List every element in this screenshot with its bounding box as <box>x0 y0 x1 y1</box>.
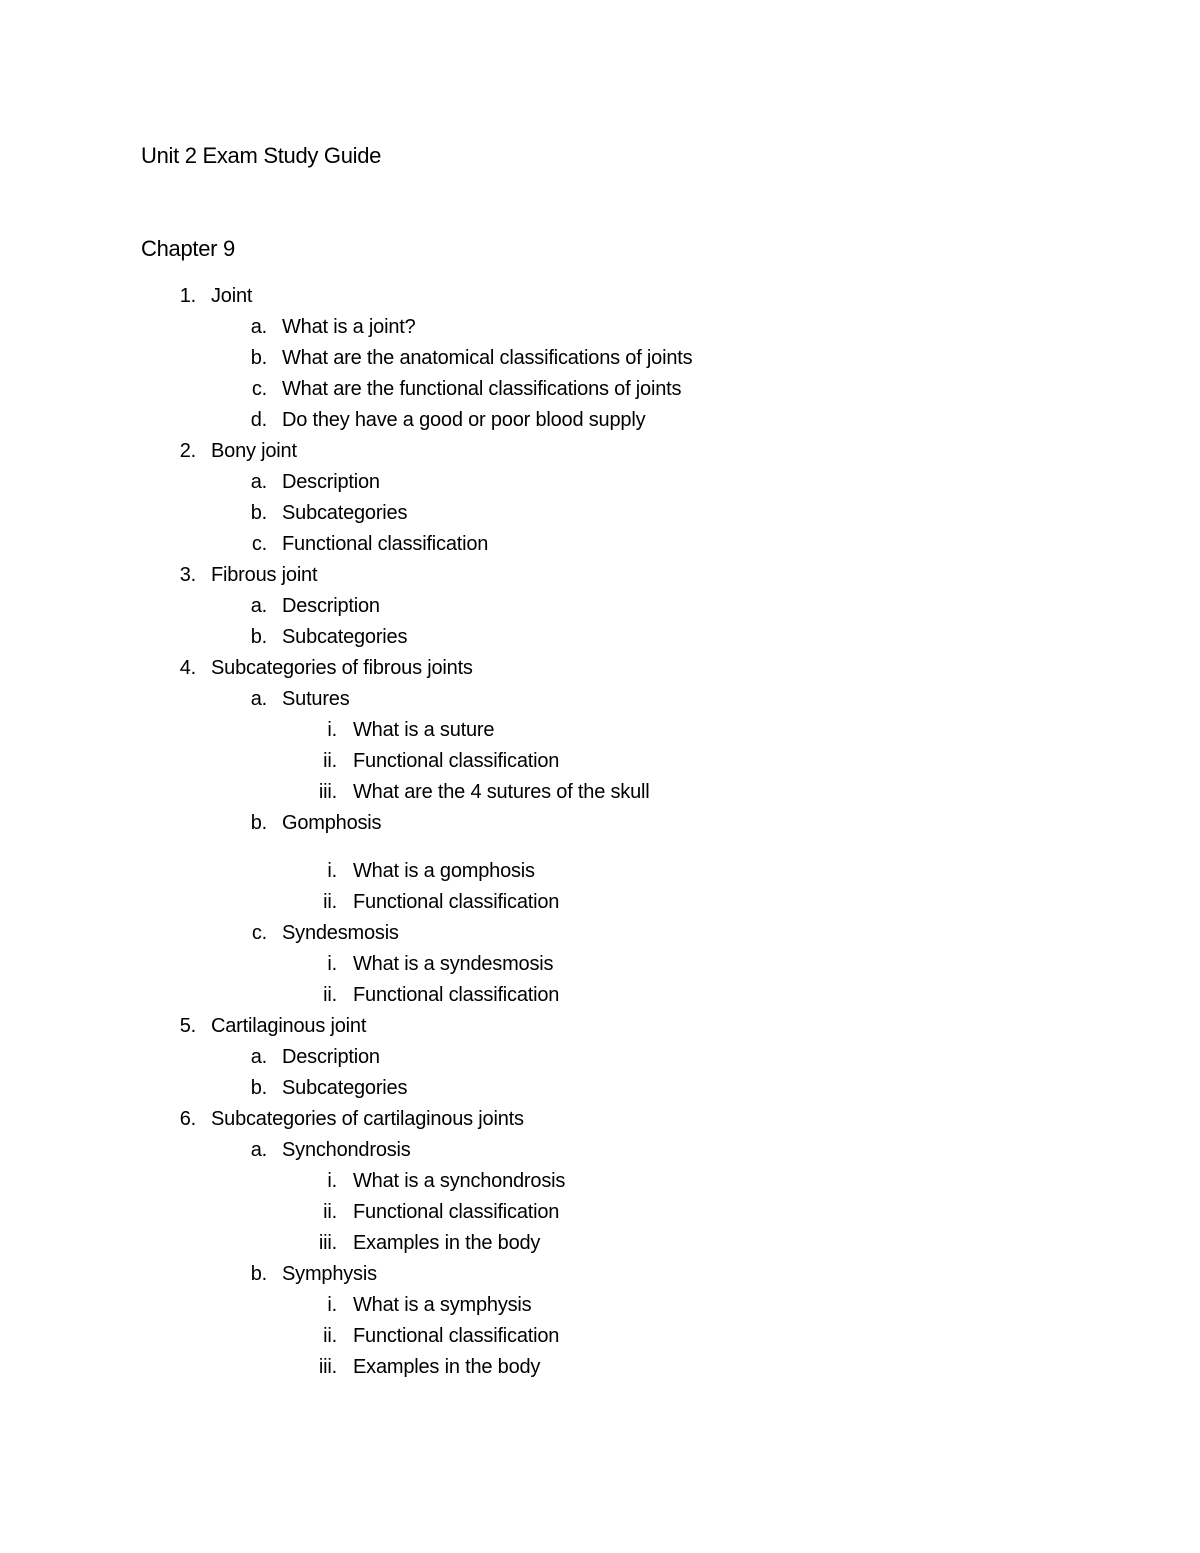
list-marker: c. <box>251 533 267 555</box>
outline-item <box>0 560 1200 591</box>
list-marker: d. <box>250 409 267 431</box>
outline-item-text: Sutures <box>282 688 350 710</box>
list-marker: 3. <box>179 564 196 586</box>
list-marker: ii. <box>323 891 337 913</box>
outline-item <box>0 622 1200 653</box>
outline-item <box>0 777 1200 808</box>
outline-item-text: Functional classification <box>282 533 489 555</box>
outline-item-text: Syndesmosis <box>282 922 399 944</box>
list-marker: iii. <box>318 1356 337 1378</box>
outline-item <box>0 1104 1200 1135</box>
list-marker: 2. <box>179 440 196 462</box>
outline-item-text: What is a synchondrosis <box>353 1170 566 1192</box>
outline-item-text: Description <box>282 471 380 493</box>
list-marker: iii. <box>318 1232 337 1254</box>
outline-item <box>0 918 1200 949</box>
outline-item-text: What is a suture <box>353 719 495 741</box>
outline-item-text: Cartilaginous joint <box>211 1015 367 1037</box>
outline-item <box>0 980 1200 1011</box>
list-marker: 5. <box>179 1015 196 1037</box>
list-marker: a. <box>250 1046 267 1068</box>
outline-item <box>0 949 1200 980</box>
outline-item-text: Gomphosis <box>282 812 382 834</box>
outline-item-text: Subcategories of fibrous joints <box>211 657 473 679</box>
list-marker: c. <box>251 922 267 944</box>
list-marker: b. <box>250 347 267 369</box>
outline-item-text: What is a gomphosis <box>353 860 535 882</box>
outline-item-text: Subcategories <box>282 626 408 648</box>
outline-item-text: What is a joint? <box>282 316 416 338</box>
outline-item <box>0 1197 1200 1228</box>
outline-item <box>0 1321 1200 1352</box>
outline-item-text: Bony joint <box>211 440 297 462</box>
list-marker: b. <box>250 1077 267 1099</box>
list-marker: c. <box>251 378 267 400</box>
outline-item-text: Functional classification <box>353 891 560 913</box>
chapter-heading: Chapter 9 <box>141 236 235 261</box>
outline-item-text: Functional classification <box>353 750 560 772</box>
list-marker: ii. <box>323 750 337 772</box>
list-marker: 6. <box>179 1108 196 1130</box>
outline-item <box>0 312 1200 343</box>
outline-item-text: Examples in the body <box>353 1232 541 1254</box>
outline-item <box>0 343 1200 374</box>
outline-item-text: Fibrous joint <box>211 564 318 586</box>
outline-item-text: Description <box>282 1046 380 1068</box>
list-marker: b. <box>250 812 267 834</box>
outline-item <box>0 498 1200 529</box>
outline-item-text: What are the 4 sutures of the skull <box>353 781 650 803</box>
outline-item-text: Symphysis <box>282 1263 377 1285</box>
outline-item-text: Functional classification <box>353 1325 560 1347</box>
outline-item-text: What is a symphysis <box>353 1294 532 1316</box>
outline-item <box>0 715 1200 746</box>
list-marker: a. <box>250 1139 267 1161</box>
outline-item-text: Description <box>282 595 380 617</box>
list-marker: b. <box>250 502 267 524</box>
outline-item <box>0 1166 1200 1197</box>
outline-item <box>0 1135 1200 1166</box>
outline-item-text: Synchondrosis <box>282 1139 411 1161</box>
outline-item-text: Examples in the body <box>353 1356 541 1378</box>
list-marker: i. <box>327 1170 337 1192</box>
outline-item-text: What are the anatomical classifications of joints <box>282 347 693 369</box>
list-marker: a. <box>250 595 267 617</box>
list-marker: b. <box>250 1263 267 1285</box>
outline-item <box>0 684 1200 715</box>
outline-item <box>0 374 1200 405</box>
outline-item <box>0 1073 1200 1104</box>
outline-item <box>0 887 1200 918</box>
list-marker: i. <box>327 1294 337 1316</box>
document-title: Unit 2 Exam Study Guide <box>141 143 382 168</box>
outline-item-text: Subcategories of cartilaginous joints <box>211 1108 524 1130</box>
list-marker: a. <box>250 688 267 710</box>
outline-item <box>0 529 1200 560</box>
list-marker: ii. <box>323 984 337 1006</box>
list-marker: b. <box>250 626 267 648</box>
outline-item <box>0 1042 1200 1073</box>
outline-item <box>0 1011 1200 1042</box>
outline-item <box>0 1352 1200 1383</box>
study-outline <box>0 281 1200 1383</box>
outline-item-text: What is a syndesmosis <box>353 953 554 975</box>
outline-item-text: Joint <box>211 285 253 307</box>
list-marker: a. <box>250 471 267 493</box>
list-marker: a. <box>250 316 267 338</box>
outline-item <box>0 436 1200 467</box>
outline-item <box>0 1228 1200 1259</box>
outline-item-text: Functional classification <box>353 1201 560 1223</box>
outline-item <box>0 591 1200 622</box>
outline-item-text: What are the functional classifications of joints <box>282 378 682 400</box>
outline-item <box>0 405 1200 436</box>
list-marker: 4. <box>179 657 196 679</box>
outline-item <box>0 281 1200 312</box>
outline-item <box>0 467 1200 498</box>
outline-item-text: Subcategories <box>282 1077 408 1099</box>
outline-item-text: Subcategories <box>282 502 408 524</box>
list-marker: 1. <box>179 285 196 307</box>
outline-item <box>0 653 1200 684</box>
list-marker: i. <box>327 953 337 975</box>
list-marker: ii. <box>323 1201 337 1223</box>
outline-item-text: Functional classification <box>353 984 560 1006</box>
outline-item <box>0 1290 1200 1321</box>
outline-item <box>0 746 1200 777</box>
outline-item <box>0 856 1200 887</box>
list-marker: i. <box>327 719 337 741</box>
outline-item <box>0 1259 1200 1290</box>
list-marker: i. <box>327 860 337 882</box>
outline-item <box>0 808 1200 839</box>
list-marker: ii. <box>323 1325 337 1347</box>
outline-item-text: Do they have a good or poor blood supply <box>282 409 646 431</box>
list-marker: iii. <box>318 781 337 803</box>
